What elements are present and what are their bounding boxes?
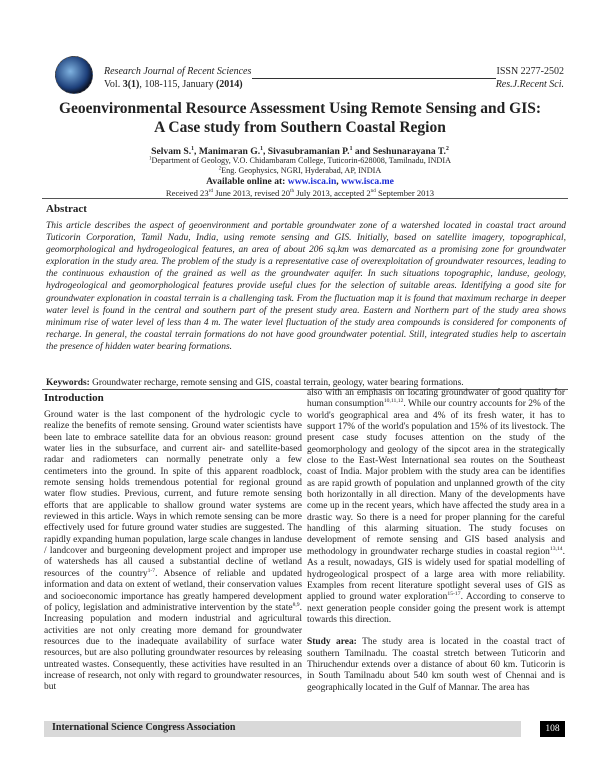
page-number: 108	[540, 721, 565, 737]
available-online: Available online at: www.isca.in, www.isca.me	[206, 176, 394, 187]
abstract-heading: Abstract	[46, 203, 87, 215]
divider	[42, 198, 568, 199]
isca-in-link[interactable]: www.isca.in	[287, 176, 337, 187]
introduction-heading: Introduction	[44, 392, 104, 404]
keywords: Keywords: Groundwater recharge, remote sensing and GIS, coastal terrain, geology, water bearing formations.	[46, 378, 464, 388]
affiliation-2: $^2$Eng. Geophysics, NGRI, Hyderabad, AP, INDIA	[218, 166, 382, 175]
affiliation-1: $^1$Department of Geology, V.O. Chidambaram College, Tuticorin-628008, Tamilnadu, INDIA	[149, 156, 451, 165]
introduction-right-column: also with an emphasis on locating groundwater of good quality for human consumption$^{10,11,12}$. While our country accounts for 2% of the world's geographical area and 4% of its fresh water, it has to support 17% of the world's population and 15% of its livestock. The present case study focuses attention on the study of the geomorphology and geology of the sipcot area in the strategically close to the East-West International sea routes on the Southeast coast of India. Major problem with the study area can be identifies as are rapid growth of population and unplanned growth of the city both horizontally in all direction. Many of the developments have come up in the recent years, which have affected the study area in a drastic way. So there is a need for proper planning for the careful handling of this alarming situation. The study focuses on development of remote sensing and GIS based analysis and methodology in groundwater recharge studies in coastal region$^{13,14}$. As a result, nowadays, GIS is widely used for spatial modelling of hydrogeological prospect of a large area with more reliability. Examples from recent literature spotlight several uses of GIS as applied to ground water exploration$^{15-17}$. According to conserve to next generation people consider going the present work is attempt towards this direction. Study area: The study area is located in the coastal tract of southern Tamilnadu. The coastal stretch between Tuticorin and Thiruchendur extends over a distance of about 60 km. Tuticorin is in South Tamilnadu about 540 km south west of Chennai and is geographically located in the Gulf of Mannar. The area has	[307, 388, 566, 693]
study-area-paragraph: Study area: The study area is located in the coastal tract of southern Tamilnadu. The coastal stretch between Tuticorin and Thiruchendur extends over a distance of about 60 km. Tuticorin is in South Tamilnadu about 540 km south west of Chennai and is geographically located in the Gulf of Mannar. The area has	[307, 637, 565, 693]
received-dates: Received 23rd June 2013, revised 20th July 2013, accepted 2nd September 2013	[165, 188, 435, 198]
journal-volume: Vol. 3(1), 108-115, January (2014)	[104, 79, 243, 90]
authors: Selvam S.$^1$, Manimaran G.$^1$, Sivasubramanian P.$^1$ and Seshunarayana T.$^2$	[151, 145, 449, 157]
introduction-left-column: Ground water is the last component of the hydrologic cycle to realize the benefits of remote sensing. Ground water scientists have been late to embrace satellite data for an obvious reason: ground water lies in the subsurface, and current air- and satellite-based radar and radiometers can normally penetrate only a few centimeters into the ground. In spite of this apparent roadblock, remote sensing holds tremendous potential for regional ground water flow studies. Previous, current, and future remote sensing efforts that are applicable to shallow ground water systems are reviewed in this article. Ways in which remote sensing can be more effectively used for future ground water studies are suggested. The rapidly expanding human population, large scale changes in landuse / landcover and burgeoning development project and improper use of watersheds has all caused a substantial decline of wetland resources of the country$^{1-7}$. Absence of reliable and updated information and data on extent of wetland, their conservation values and socioeconomic importance has greatly hampered development of policy, legislation and administrative intervention by the state$^{8,9}$. Increasing population and modern industrial and agricultural activities are not only creating more demand for groundwater resources due to the inadequate availability of surface water resources, but are also polluting groundwater resources by releasing untreated wastes. Consequently, these activities have resulted in an increase of research, not only with regard to groundwater resources, but	[44, 410, 302, 693]
journal-name: Research Journal of Recent Sciences	[104, 66, 252, 77]
abstract-text: This article describes the aspect of geoenvironment and portable groundwater zone of a watershed located in coastal tract around Tuticorin Corporation, Tamil Nadu, India, using remote sensing and GIS. Initially, based on satellite imagery, topographical, geomorphological and hydrogeological features, an area of about 206 sq.km was demarcated as a promising zone for groundwater exploration in the study area. The problem of the study is a representative case of overexploitation of groundwater resources, leading to the continuous exhaustion of the grained as well as the groundwater aquifer. In such situations topographic, landuse, geology, hydrogeological and geomorphological features provide useful clues for the selection of suitable areas. Identifying a good site for groundwater explonation in coastal terrain is a challenging task. From the fluctuation map it is found that maximum recharge in deeper water level is found in the central and southern part of the present study area. Eastern and Northern part of the study area shows minimum rise of water level of less than 4 m. The water level fluctuation of the study area compounds is considered for components of recharge. In general, the coastal terrain formations do not have good groundwater potential. Still, integrated studies help to ascertain the presence of hidden water bearing formations.	[46, 221, 566, 352]
isca-me-link[interactable]: www.isca.me	[341, 176, 394, 187]
issn: ISSN 2277-2502	[496, 66, 564, 77]
journal-logo	[55, 56, 93, 94]
paper-title: Geoenvironmental Resource Assessment Using Remote Sensing and GIS: A Case study from Southern Coastal Region	[58, 100, 542, 136]
footer-bar: International Science Congress Association	[44, 721, 521, 737]
journal-abbrev: Res.J.Recent Sci.	[495, 79, 564, 90]
header-rule	[252, 78, 496, 79]
